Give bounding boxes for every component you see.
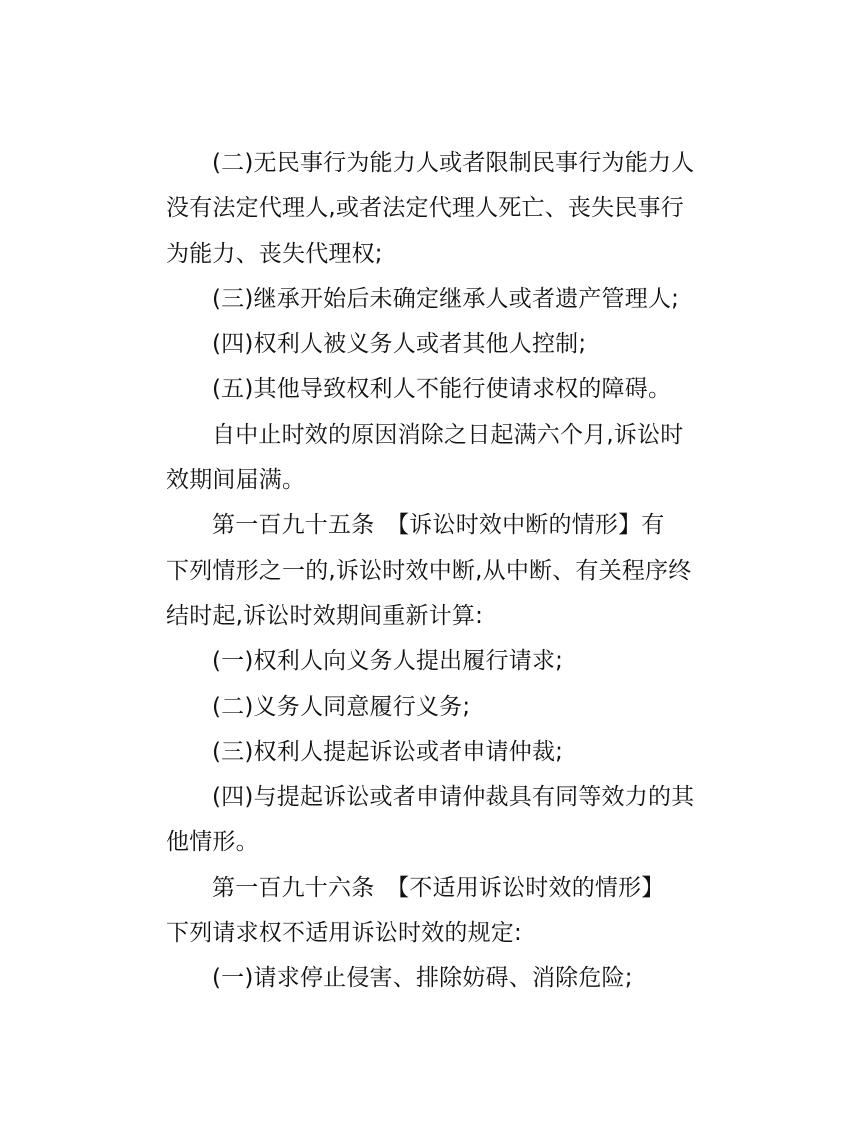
text-line: (二)无民事行为能力人或者限制民事行为能力人: [212, 150, 695, 176]
text-line: (一)请求停止侵害、排除妨碍、消除危险;: [212, 965, 633, 992]
text-line: (三)权利人提起诉讼或者申请仲裁;: [212, 738, 564, 765]
text-line: (二)义务人同意履行义务;: [212, 693, 471, 720]
text-line: 没有法定代理人,或者法定代理人死亡、丧失民事行: [166, 195, 684, 222]
text-line: 结时起,诉讼时效期间重新计算:: [166, 602, 484, 629]
text-line: 他情形。: [166, 829, 259, 856]
text-line: 下列情形之一的,诉讼时效中断,从中断、有关程序终: [166, 557, 692, 584]
text-line: (四)权利人被义务人或者其他人控制;: [212, 331, 587, 358]
article-heading-195: 第一百九十五条 【诉讼时效中断的情形】有: [212, 512, 665, 539]
text-line: 效期间届满。: [166, 467, 306, 494]
text-line: 下列请求权不适用诉讼时效的规定:: [166, 920, 522, 947]
text-line: (一)权利人向义务人提出履行请求;: [212, 648, 564, 675]
text-line: (四)与提起诉讼或者申请仲裁具有同等效力的其: [212, 784, 695, 811]
text-line: (三)继承开始后未确定继承人或者遗产管理人;: [212, 285, 680, 312]
text-line: 为能力、丧失代理权;: [166, 240, 383, 267]
article-heading-196: 第一百九十六条 【不适用诉讼时效的情形】: [212, 874, 665, 901]
document-body: [166, 141, 696, 1002]
text-line: (五)其他导致权利人不能行使请求权的障碍。: [212, 376, 672, 403]
text-line: 自中止时效的原因消除之日起满六个月,诉讼时: [212, 421, 684, 448]
